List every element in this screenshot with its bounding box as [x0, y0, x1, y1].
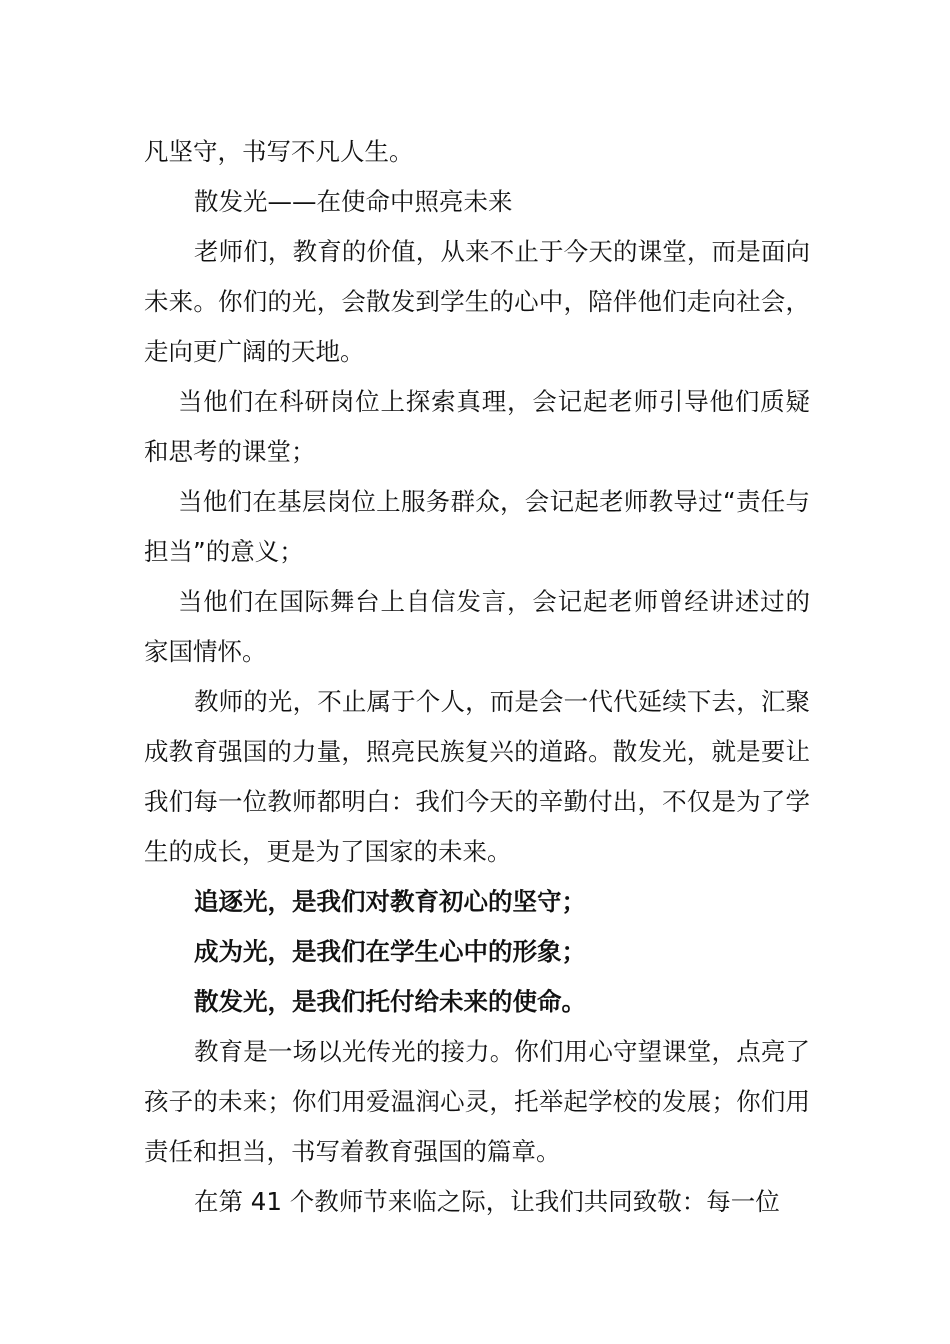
paragraph: 教师的光，不止属于个人，而是会一代代延续下去，汇聚成教育强国的力量，照亮民族复兴的道路。散发光，就是要让我们每一位教师都明白：我们今天的辛勤付出，不仅是为了学生的成长，更是为了国家的未来。 [144, 687, 810, 866]
bold-statement: 成为光，是我们在学生心中的形象； [194, 937, 586, 966]
paragraph: 教育是一场以光传光的接力。你们用心守望课堂，点亮了孩子的未来；你们用爱温润心灵，托举起学校的发展；你们用责任和担当，书写着教育强国的篇章。 [144, 1037, 810, 1166]
document-body [144, 127, 810, 1227]
section-heading: 散发光——在使命中照亮未来 [194, 187, 513, 216]
paragraph: 老师们，教育的价值，从来不止于今天的课堂，而是面向未来。你们的光，会散发到学生的心中，陪伴他们走向社会，走向更广阔的天地。 [144, 237, 810, 366]
paragraph-continuation: 凡坚守，书写不凡人生。 [144, 137, 414, 166]
paragraph: 在第 41 个教师节来临之际，让我们共同致敬：每一位 [194, 1187, 780, 1216]
bold-statement: 追逐光，是我们对教育初心的坚守； [194, 887, 586, 916]
paragraph: 当他们在基层岗位上服务群众，会记起老师教导过“责任与担当”的意义； [144, 487, 810, 566]
paragraph: 当他们在科研岗位上探索真理，会记起老师引导他们质疑和思考的课堂； [144, 387, 810, 466]
bold-statement: 散发光，是我们托付给未来的使命。 [194, 987, 586, 1016]
paragraph: 当他们在国际舞台上自信发言，会记起老师曾经讲述过的家国情怀。 [144, 587, 810, 666]
